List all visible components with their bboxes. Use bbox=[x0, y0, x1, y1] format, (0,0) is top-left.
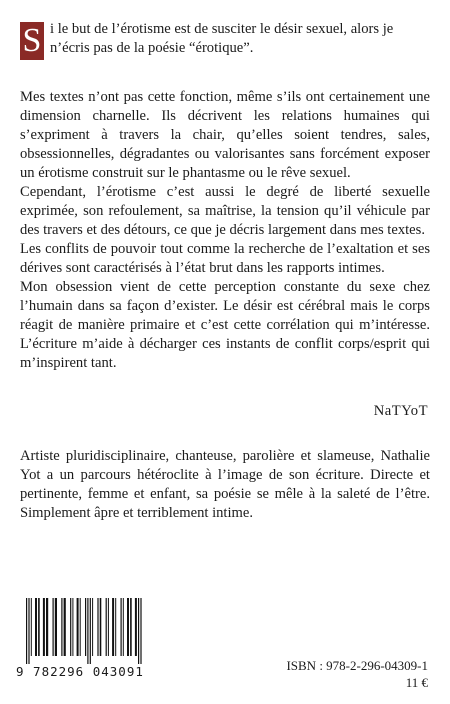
price-label: 11 € bbox=[405, 675, 428, 690]
barcode-bar bbox=[38, 598, 40, 656]
intro-sentence bbox=[20, 20, 430, 60]
barcode-bar bbox=[108, 598, 109, 656]
author-bio: Artiste pluridisciplinaire, chanteuse, parolière et slameuse, Nathalie Yot a un parcours hétéroclite à l’image de son écriture. Directe et pertinente, femme et enfant, sa poésie se mêle à la saleté de l’être. Simplement âpre et terriblement intime. bbox=[20, 448, 430, 521]
statement-paragraph: Les conflits de pouvoir tout comme la recherche de l’exaltation et ses dérives sont caractérisés à l’état brut dans les rapports intimes. bbox=[20, 241, 430, 276]
statement-paragraph: Mes textes n’ont pas cette fonction, même s’ils ont certainement une dimension charnelle. Ils décrivent les relations humaines qui s’expriment à travers la chair, qu’elles soient tendres, sales, obsessionnelles, dégradantes ou valorisantes sans forcément exposer un érotisme construit sur le phantasme ou le rêve sexuel. bbox=[20, 89, 430, 181]
author-statement bbox=[20, 88, 430, 373]
barcode-bar bbox=[64, 598, 66, 656]
barcode-bar bbox=[61, 598, 62, 656]
author-signature: NaTYoT bbox=[373, 403, 428, 419]
barcode-bar bbox=[112, 598, 114, 656]
barcode-bar bbox=[138, 598, 139, 664]
barcode-bar bbox=[85, 598, 86, 656]
barcode-bar bbox=[31, 598, 32, 656]
barcode-bar bbox=[26, 598, 27, 664]
barcode-bar bbox=[90, 598, 91, 664]
barcode-digits: 9 782296 043091 bbox=[16, 664, 144, 679]
drop-cap: S bbox=[20, 22, 44, 60]
barcode-bar bbox=[87, 598, 88, 664]
barcode-bar bbox=[35, 598, 37, 656]
barcode-bar bbox=[115, 598, 116, 656]
barcode-bar bbox=[53, 598, 54, 656]
barcode-bar bbox=[127, 598, 129, 656]
barcode bbox=[16, 598, 176, 678]
barcode-bar bbox=[130, 598, 132, 656]
statement-paragraph: Cependant, l’érotisme c’est aussi le degré de liberté sexuelle exprimée, son refoulement, sa maîtrise, la tension qu’il véhicule par des travers et des détours, ce que je décris largement dans mes textes. bbox=[20, 184, 430, 238]
barcode-bar bbox=[121, 598, 122, 656]
barcode-bar bbox=[135, 598, 137, 656]
barcode-bar bbox=[123, 598, 124, 656]
barcode-bar bbox=[46, 598, 48, 656]
barcode-bar bbox=[140, 598, 141, 664]
isbn-label: ISBN : 978-2-296-04309-1 bbox=[286, 658, 428, 673]
intro-text: i le but de l’érotisme est de susciter le désir sexuel, alors je n’écris pas de la poésie “érotique”. bbox=[50, 21, 394, 56]
barcode-bar bbox=[72, 598, 73, 656]
statement-paragraph: Mon obsession vient de cette perception constante du sexe chez l’humain dans sa façon d’exister. Le désir est cérébral mais le corps réagit de manière primaire et c’est cette corrélation qui m’intéresse. L’écriture m’aide à décharger ces instants de conflit corps/esprit qui m’inspirent tant. bbox=[20, 279, 430, 371]
barcode-bar bbox=[97, 598, 98, 656]
barcode-bar bbox=[43, 598, 45, 656]
barcode-bar bbox=[70, 598, 71, 656]
barcode-bar bbox=[28, 598, 29, 664]
barcode-bar bbox=[77, 598, 79, 656]
barcode-bars bbox=[16, 598, 176, 664]
barcode-bar bbox=[92, 598, 93, 656]
barcode-bar bbox=[80, 598, 81, 656]
barcode-bar bbox=[100, 598, 102, 656]
barcode-bar bbox=[55, 598, 57, 656]
barcode-bar bbox=[106, 598, 107, 656]
